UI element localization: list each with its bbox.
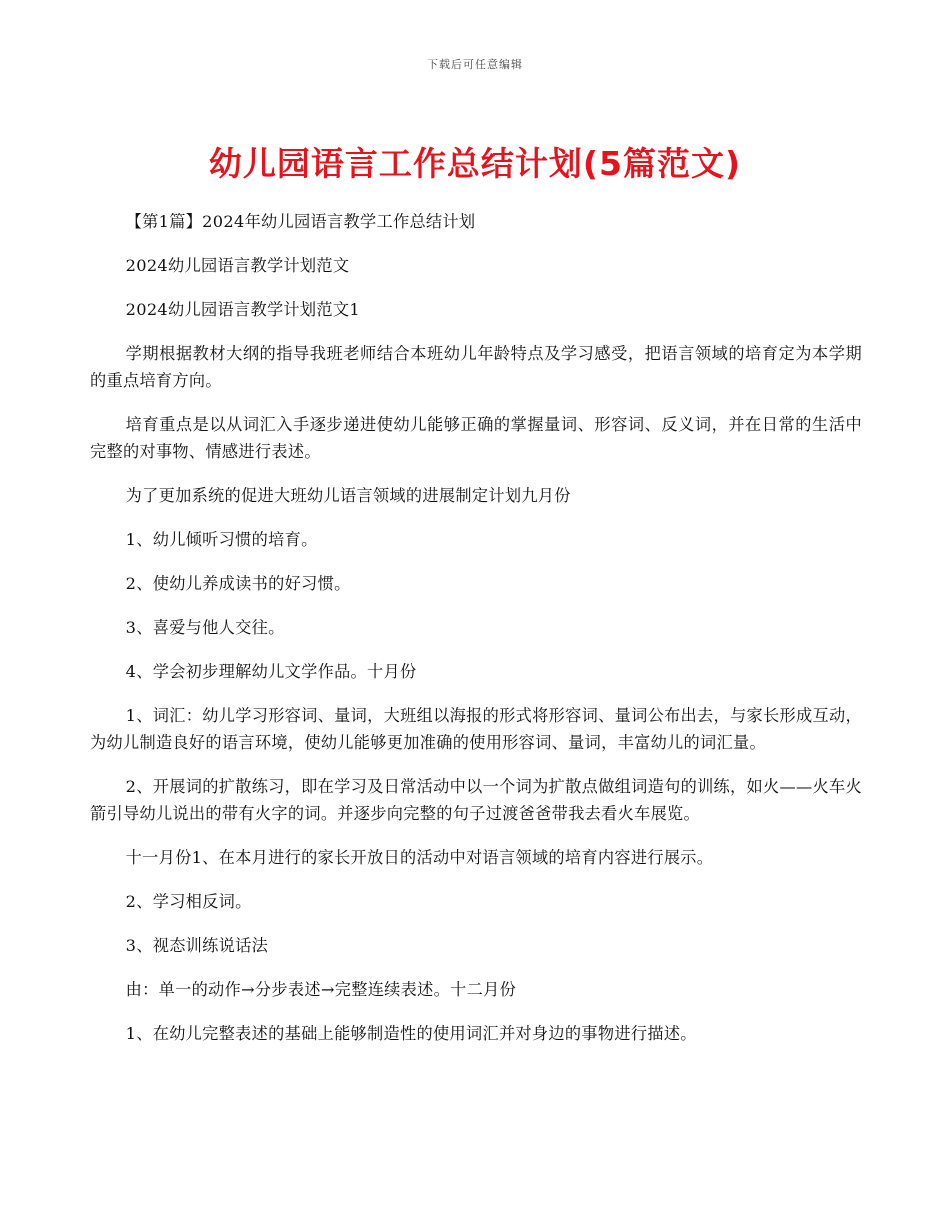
document-body	[90, 208, 862, 1064]
list-item: 2、使幼儿养成读书的好习惯。	[125, 574, 351, 593]
paragraph: 十一月份1、在本月进行的家长开放日的活动中对语言领域的培育内容进行展示。	[125, 848, 714, 867]
list-item: 3、喜爱与他人交往。	[125, 618, 285, 637]
list-item: 2、学习相反词。	[125, 892, 252, 911]
list-item: 1、在幼儿完整表述的基础上能够制造性的使用词汇并对身边的事物进行描述。	[125, 1024, 697, 1043]
document-title: 幼儿园语言工作总结计划(5篇范文)	[208, 144, 742, 183]
list-item: 4、学会初步理解幼儿文学作品。十月份	[125, 662, 417, 681]
list-item: 1、词汇：幼儿学习形容词、量词，大班组以海报的形式将形容词、量词公布出去，与家长形成互动，为幼儿制造良好的语言环境，使幼儿能够更加准确的使用形容词、量词，丰富幼儿的词汇量。	[90, 706, 862, 752]
list-item: 3、视态训练说话法	[125, 936, 269, 955]
paragraph: 培育重点是以从词汇入手逐步递进使幼儿能够正确的掌握量词、形容词、反义词，并在日常的生活中完整的对事物、情感进行表述。	[90, 415, 862, 461]
paragraph: 学期根据教材大纲的指导我班老师结合本班幼儿年龄特点及学习感受，把语言领域的培育定为本学期的重点培育方向。	[90, 344, 862, 390]
paragraph: 【第1篇】2024年幼儿园语言教学工作总结计划	[125, 212, 476, 231]
paragraph: 2024幼儿园语言教学计划范文1	[125, 300, 360, 319]
paragraph: 2024幼儿园语言教学计划范文	[125, 256, 350, 275]
list-item: 1、幼儿倾听习惯的培育。	[125, 530, 318, 549]
paragraph: 由：单一的动作→分步表述→完整连续表述。十二月份	[125, 980, 517, 999]
header-note: 下载后可任意编辑	[427, 58, 523, 71]
list-item: 2、开展词的扩散练习，即在学习及日常活动中以一个词为扩散点做组词造句的训练，如火——火车火箭引导幼儿说出的带有火字的词。并逐步向完整的句子过渡爸爸带我去看火车展览。	[90, 777, 862, 823]
paragraph: 为了更加系统的促进大班幼儿语言领域的进展制定计划九月份	[125, 486, 571, 505]
